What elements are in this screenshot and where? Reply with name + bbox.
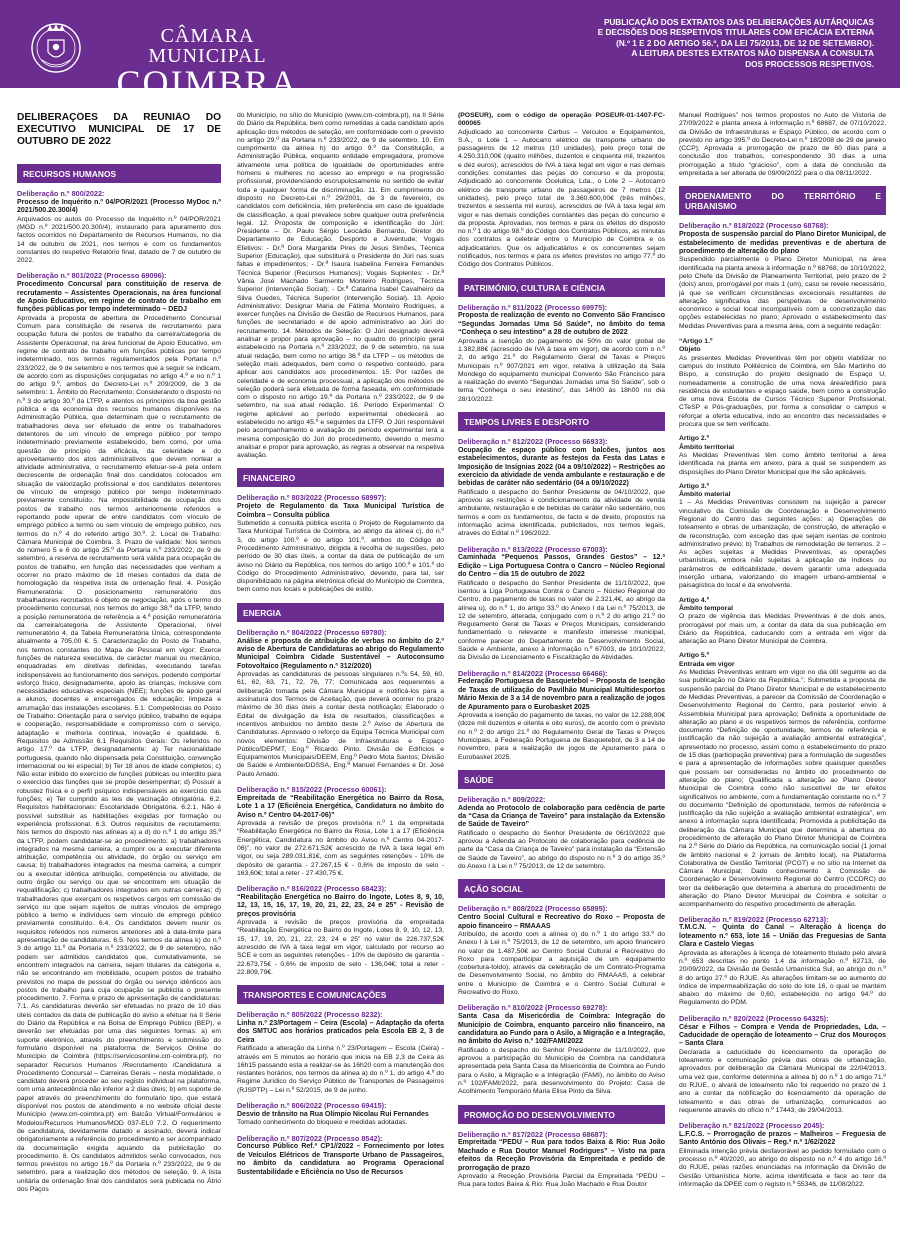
- deliberation-text: Aprovada a isenção do pagamento de taxas, no valor de 12.288,00€ (doze mil duzentos e oitenta e oito euros), de acordo com o previsto no n.º 2 do artigo 21.º do Regulamento Geral de Taxas e Preços Municipais, à Federação Portuguesa de Basquetebol, de 3 a 14 de novembro, para a realização de jogos de Apuramento para o Eurobasket 2025.: [458, 712, 665, 761]
- deliberation-entry: [237, 1011, 444, 1095]
- subheading-text: “Artigo 1.º: [679, 338, 713, 346]
- deliberation-text: Aprovada a isenção do pagamento de 50% do valor global de 1.382,88€ (acrescido de IVA à taxa em vigor), de acordo com o n.º 2, do artigo 21.º do Regulamento Geral de Taxas e Preços Municipais n.º 907/2021 em vigor, relativa à utilização da Sala Mondego do equipamento municipal Convento São Francisco para a realização do evento “Segundas Jornadas uma Só Saúde”, sob o tema “Conheça o seu intestino”, das 14h00 às 18h00 no dia 28/10/2022.: [458, 337, 665, 403]
- section-heading: PROMOÇÃO DO DESENVOLVIMENTO: [458, 1105, 665, 1124]
- paragraph-text: Manuel Rodrigues” nos termos propostos no Auto de Vistoria de 27/09/2022 e planta anexa à informação n.º 68687, de 07/10/2022, da Divisão de Infraestruturas e Espaço Público, de acordo com o previsto no artigo 395.º do Decreto-Lei n.º 18/2008 de 29 de janeiro (CCP); Aprovada a prorrogação de prazo de 60 dias para a conclusão dos trabalhos, correspondendo 30 dias a uma prorrogação a título “gracioso”, com a data de conclusão da empreitada a ser alterada de 09/09/2022 para o dia 08/11/2022.: [679, 112, 886, 178]
- deliberation-entry: [679, 222, 886, 331]
- deliberation-entry: [458, 796, 665, 872]
- text-column-2: [237, 112, 444, 1253]
- section-heading: ORDENAMENTO DO TERRITÓRIO E URBANISMO: [679, 186, 886, 215]
- deliberation-entry: [679, 1122, 886, 1189]
- deliberation-entry: [458, 1004, 665, 1096]
- deliberation-title: Ocupação de espaço público com balcões, juntos aos estabelecimentos, durante as festejos da Festa das Latas e Imposição de Insígnias 2022 (04 a 09/10/2022) – Restrições ao exercício da atividade de venda ambulante e restauração e de bebidas de caráter não sedentário (04 a 09/10/2022): [458, 446, 665, 488]
- deliberation-entry: [237, 786, 444, 878]
- section-heading: SAÚDE: [458, 770, 665, 789]
- notice-line: DOS PROCESSOS RESPETIVOS.: [745, 59, 874, 69]
- deliberation-number: Deliberação n.º 810/2022 (Processo 69278):: [458, 1003, 608, 1013]
- text-column-1: [17, 112, 221, 1253]
- deliberation-entry: [679, 916, 886, 1008]
- deliberation-number: Deliberação n.º 803/2022 (Processo 68997):: [237, 493, 387, 503]
- subheading-text: (POSEUR), com o código de operação POSEUR-01-1407-FC-000065: [458, 112, 665, 128]
- section-heading: TEMPOS LIVRES E DESPORTO: [458, 412, 665, 431]
- deliberation-title: Concurso Público Ref.ª CP1//2022 – Fornecimento por lotes de Veículos Elétricos de Transporte Urbano de Passageiros, no âmbito da candidatura ao Programa Operacional Sustentabilidade e Eficiência no Uso de Recursos: [237, 1143, 444, 1176]
- deliberation-text: Tomado conhecimento do bloqueio e medidas adotadas.: [237, 1119, 408, 1127]
- deliberation-number: Deliberação n.º 809/2022:: [458, 794, 546, 804]
- deliberation-entry: [458, 905, 665, 997]
- deliberation-entry: [237, 629, 444, 779]
- subheading-text: Artigo 4.º: [679, 596, 710, 604]
- deliberation-title: Federação Portuguesa de Basquetebol – Proposta de Isenção de Taxas de utilização do Pavilhão Municipal Multidesportos Mário Mexia de 3 a 14 de novembro para a realização de jogos de Apuramento para o Eurobasket 2025: [458, 678, 665, 711]
- deliberation-number: Deliberação n.º 820/2022 (Processo 64325):: [679, 1013, 829, 1023]
- deliberation-number: Deliberação n.º 806/2022 (Processo 69415):: [237, 1101, 387, 1111]
- section-heading: ENERGIA: [237, 603, 444, 622]
- deliberation-text: Aprovadas as candidaturas de pessoas singulares n.ºs 54, 59, 60, 61, 62, 63, 71, 72, 76, 77; Comunicada aos requerentes a deliberação tomada pela Câmara Municipal e notificá-los para a assinatura dos Termos de Aceitação, que deverá ocorrer no prazo máximo de 30 dias úteis a contar desta notificação; Elaborado o Edital de divulgação da lista de resultados, classificações e incentivos atribuídos no âmbito deste 2.º Aviso de Abertura de Candidaturas. Aprovado o reforço da Equipa Técnica Municipal com novos elementos: Divisão de Infraestruturas e Espaço Público/DEPMT, Eng.º Ricardo Pinto. Divisão de Edifícios e Equipamentos Municipais/DEEM, Eng.º Pedro Mota Santos; Divisão de Saúde e Ambiente/DDSSA, Eng.ª Manuel Fernandes e Dr. José Paulo Amado.: [237, 671, 444, 778]
- deliberation-number: Deliberação n.º 816/2022 (Processo 68423):: [237, 884, 387, 894]
- deliberation-title: Empreitada “PEDU – Rua para todos Baixa & Rio: Rua João Machado e Rua Doutor Manuel Rodrigues” – Visto na para efeitos da Receção Provisória da Empreitada e pedido de prorrogação de prazo: [458, 1139, 665, 1172]
- deliberation-title: Projeto de Regulamento da Taxa Municipal Turística de Coimbra – Consulta pública: [237, 503, 444, 519]
- publication-notice: [354, 18, 874, 70]
- deliberation-text: Aprovada a revisão de preços provisória da empreitada “Reabilitação Energética no Bairro do Ingote, Lotes 8, 9, 10, 12, 13, 15, 17, 19, 20, 21, 22, 23, 24 e 25” no valor de 226.737,52€ acrescido de IVA à taxa legal em vigor, calculado por recurso ao SCE e com as seguintes retenções - 10% de depósito de garantia - 22.673,75€ - 0,6% de imposto de selo - 136,04€; total a reter - 22.809,79€.: [237, 919, 444, 976]
- subheading-text: Artigo 5.º: [679, 652, 710, 660]
- section-heading: TRANSPORTES E COMUNICAÇÕES: [237, 985, 444, 1004]
- deliberation-number: Deliberação n.º 821/2022 (Processo 2045):: [679, 1121, 825, 1131]
- notice-line: PUBLICAÇÃO DOS EXTRATOS DAS DELIBERAÇÕES AUTÁRQUICAS: [603, 18, 874, 27]
- deliberation-number: Deliberação n.º 817/2022 (Processo 68687):: [458, 1129, 608, 1139]
- subheading-text: Âmbito temporal: [679, 604, 734, 612]
- paragraph-text: Adjudicado ao concorrente Carbus – Veículos e Equipamentos, S.A., o Lote 1 – Autocarro elétrico de transporte urbano de passageiros de 12 metros (10 unidades), pelo preço total de 4.250.310,00€ (quatro milhões, duzentos e cinquenta mil, trezentos e dez euros), acrescidos de IVA à taxa legal em vigor e nas demais condições constantes das peças do concurso e da proposta; Adjudicado ao concorrente Ocelutica, Lda., o Lote 2 – Autocarro elétrico de transporte urbano de passageiros de 7 metros (12 unidades), pelo preço total de 3.360.600,00€ (três milhões, trezentos e sessenta mil euros), acrescidos de IVA à taxa legal em vigor e nas demais condições constantes das peças do concurso e da proposta. Aprovadas, nos termos e para os efeitos do disposto no n.º 1 do artigo 98.º do Código dos Contratos Públicos, as minutas dos contratos a celebrar entre o Município de Coimbra e os adjudicatários. Que os adjudicatários e os concorrentes sejam notificados, nos termos e para os efeitos previstos no artigo 77.º do Código dos Contratos Públicos.: [458, 128, 665, 269]
- deliberation-title: Caminhada “Pequenos Passos, Grandes Gestos” – 12.ª Edição – Liga Portuguesa Contra o Cancro – Núcleo Regional do Centro – dia 15 de outubro de 2022: [458, 554, 665, 579]
- deliberation-number: Deliberação n.º 818/2022 (Processo 68768):: [679, 221, 829, 231]
- deliberation-title: Desvio de trânsito na Rua Olímpio Nicolau Rui Fernandes: [237, 1110, 429, 1118]
- subheading-text: Artigo 2.º: [679, 435, 710, 443]
- deliberation-number: Deliberação n.º 808/2022 (Processo 65895):: [458, 904, 608, 914]
- deliberation-number: Deliberação n.º 813/2022 (Processo 67003):: [458, 544, 608, 554]
- notice-line: (N.º 1 E 2 DO ARTIGO 56.º, DA LEI 75/2013, DE 12 DE SETEMBRO).: [616, 38, 874, 48]
- deliberation-entry: [458, 1131, 665, 1190]
- deliberation-text: Ratificado o despacho do Senhor Presidente de 11/10/2022, que aprovou a participação do Município de Coimbra na candidatura apresentada pela Santa Casa da Misericórdia de Coimbra ao Fundo para o Asilo, a Migração e a Integração (FAMI), no âmbito do Aviso n.º 102/FAMI/2022, para desenvolvimento do Projeto: Casa de Acolhimento Temporário Maria Elisa Pinto da Silva.: [458, 1046, 665, 1096]
- deliberation-title: Análise e proposta de atribuição de verbas no âmbito do 2.º aviso de Abertura de Candidaturas ao abrigo do Regulamento Municipal Coimbra Cidade Sustentável – Autoconsumo Fotovoltaico (Regulamento n.º 312/2020): [237, 637, 444, 670]
- section-heading: AÇÃO SOCIAL: [458, 879, 665, 898]
- deliberation-text: Atribuído, de acordo com a alínea o) do n.º 1 do artigo 33.º do Anexo I à Lei n.º 75/2013, de 12 de setembro, um apoio financeiro no valor de 1.487,50€ ao Centro Social Cultural e Recreativo do Roxo para comparticipar a aquisição de um equipamento (cobertura-toldo), através da celebração de um Contrato-Programa de Desenvolvimento Social, no âmbito do RMAAAS, a celebrar entre o Município de Coimbra e o Centro Social Cultural e Recreativo do Roxo.: [458, 930, 665, 997]
- subheading-text: Artigo 3.º: [679, 482, 710, 490]
- deliberation-entry: [458, 546, 665, 663]
- paragraph-text: As Medidas Preventivas entram em vigor no dia útil seguinte ao da sua publicação no Diário da República.”; Submetida a proposta de suspensão parcial do Plano Diretor Municipal e de estabelecimento de Medidas Preventivas, a parecer da Comissão de Coordenação e Desenvolvimento Regional do Centro, para posterior envio à Assembleia Municipal para aprovação; Definida a oportunidade de alteração ao plano e os respetivos termos de referência, conforme documento “Definição de oportunidade, termos de referência e justificação da não sujeição a avaliação ambiental estratégica”, apresentado no processo, assim como o estabelecimento do prazo de 15 dias (participação preventiva) para a formulação de sugestões e para a apresentação de informações sobre quaisquer questões que possam ser consideradas no âmbito do procedimento de alteração do plano; Qualificada a alteração ao Plano Diretor Municipal de Coimbra como não suscetível de ter efeitos significativos no ambiente, com a fundamentação constante no n.º 7 do documento “Definição de oportunidade, termos de referência e justificação da não sujeição a avaliação ambiental estratégica”, em anexo à informação supra identificada; Promovida a publicitação da deliberação da Câmara Municipal que determina a abertura do procedimento de alteração do Plano Diretor Municipal de Coimbra na 2.ª Série do Diário da República, na comunicação social (1 jornal de âmbito nacional e 2 jornais de âmbito local), na Plataforma Colaborativa de Gestão Territorial (PCGT) e no sítio na Internet da Câmara Municipal; Dado conhecimento à Comissão de Coordenação e Desenvolvimento Regional do Centro (CCDRC) do teor da deliberação que determina a abertura do procedimento de alteração do Plano Diretor Municipal de Coimbra e solicitar o acompanhamento do respetivo procedimento de alteração.: [679, 669, 886, 909]
- subheading-text: Objeto: [679, 346, 701, 354]
- deliberation-title: Empreitada de “Reabilitação Energética no Bairro da Rosa, Lote 1 a 17 (Eficiência Energética, Candidatura no âmbito do Aviso n.º Centro 04-2017-06)”: [237, 794, 444, 819]
- logo-line-1: CÂMARA MUNICIPAL: [148, 25, 267, 67]
- logo-line-2: COIMBRA: [116, 63, 299, 103]
- deliberation-entry: [237, 494, 444, 594]
- deliberation-title: Procedimento Concursal para constituição de reserva de recrutamento – Assistentes Operacionais, na área funcional de Apoio Educativo, em regime de contrato de trabalho em funções públicas por tempo indeterminado – DEDJ: [17, 281, 221, 314]
- deliberation-number: Deliberação n.º 815/2022 (Processo 60061):: [237, 785, 387, 795]
- deliberation-text: Ratificado o despacho do Senhor Presidente de 04/10/2022, que aprovou as restrições e condicionamento da atividade de venda ambulante, restauração e de bebidas de caráter não sedentário, nos termos e com os fundamentos, de facto e de direito, propostos na informação acima identificada, publicitados, nos termos legais, através do Edital n.º 196/2022.: [458, 488, 665, 538]
- deliberation-text: Ratificado o despacho do Senhor Presidente de 11/10/2022, que isentou a Liga Portuguesa Contra o Cancro – Núcleo Regional do Centro, do pagamento de taxas no valor de 2.321,4€, ao abrigo da alínea u), do n.º 1, do artigo 33.º do Anexo I da Lei n.º 75/2013, de 12 de setembro, alterada, conjugado com o n.º 2 do artigo 21.º do Regulamento Geral de Taxas e Preços Municipais, considerando fundamentado o relevante e manifesto interesse municipal, conforme parecer do Departamento de Desenvolvimento Social, Saúde e Ambiente, anexo à informação n.º 67003, de 10/10/2022, da Divisão de Licenciamento e Fiscalização de Atividades.: [458, 579, 665, 662]
- section-heading: FINANCEIRO: [237, 468, 444, 487]
- deliberation-title: Adenda ao Protocolo de colaboração para cedência de parte da “Casa da Criança de Taveiro” para instalação da Extensão de Saúde de Taveiro”: [458, 804, 665, 829]
- deliberation-entry: [237, 885, 444, 977]
- deliberation-title: Proposta de realização de evento no Convento São Francisco “Segundas Jornadas Uma Só Saúde”, no âmbito do tema “Conheça o seu intestino” a 28 de outubro de 2022: [458, 312, 665, 337]
- deliberation-number: Deliberação n.º 819/2022 (Processo 62713):: [679, 914, 829, 924]
- deliberation-number: Deliberação n.º 805/2022 (Processo 8232):: [237, 1010, 383, 1020]
- deliberation-text: Ratificado a alteração da Linha n.º 23/Portagem – Escola (Ceira) - através em 5 minutos ao horário que inicia na EB 2,3 de Ceira às 16h15 passando esta a realizar-se às 16h20 com a manutenção dos restantes horários, nos termos da alínea a) do n.º 1, do artigo 4.º do Regime Jurídico do Serviço Público de Transportes de Passageiros (RJSPTP) – Lei n.º 52/2015, de 9 de junho.: [237, 1045, 444, 1094]
- paragraph-text: As presentes Medidas Preventivas têm por objeto viabilizar no campus do Instituto Politécnico de Coimbra, em São Martinho do Bispo, a construção do projeto designado de Espaço U, nomeadamente a construção de uma nova área/edifício para residência de estudantes e espaço saúde, bem como a construção de uma nova Escola de Cursos Técnico Superior Profissional, CTeSP e Pós-graduações, por forma a consolidar o campus e reforçar a oferta educativa, indo ao encontro das necessidades e procura que se tem verificado.: [679, 354, 886, 429]
- page-title: DELIBERAÇÕES DA REUNIÃO DO EXECUTIVO MUNICIPAL DE 17 DE OUTUBRO DE 2022: [17, 112, 221, 147]
- deliberation-text: Declarada a caducidade do licenciamento da operação de loteamento e comunicação prévia das obras de urbanização, aprovados por deliberação da Câmara Municipal de 22/04/2013, uma vez que, conforme determina a alínea b) do n.º 1 do artigo 71.º do RJUE, o alvará de loteamento não foi requerido no prazo de 1 ano a contar da notificação do licenciamento da operação de loteamento e das obras de urbanização, comunicados ao requerente através do ofício n.º 17443, de 29/04/2013.: [679, 1048, 886, 1114]
- deliberation-text: Aprovada as alterações à licença de loteamento titulado pelo alvará n.º 653 descritas no ponto 1.4 da informação n.º 62713, de 20/09/2022, da Divisão de Gestão Urbanística Sul, ao abrigo do n.º 8 do artigo 27.º do RJUE. As alterações limitam-se ao aumento do índice de impermeabilização do solo do lote 16, o qual se mantém abaixo do máximo de 0,60, estabelecido no artigo 94.º do Regulamento do PDM.: [679, 949, 886, 1007]
- paragraph-text: 1 – As Medidas Preventivas consistem na sujeição a parecer vinculativo da Comissão de Coordenação e Desenvolvimento Regional do Centro das seguintes ações: a) Operações de loteamento e obras de urbanização, de construção, de alteração e de reconstrução, com exceção das que sejam isentas de controlo administrativo prévio; b) Trabalhos de remodelação de terrenos. 2 – As ações sujeitas a Medidas Preventivas, as operações urbanísticas, embora não sujeitas à aplicação de índices ou parâmetros de edificabilidade, devem garantir uma adequada inserção urbana, valorizando do imagem urbano-ambiental e paisagística do local e da envolvente.: [679, 499, 886, 590]
- deliberation-text: Aprovada a proposta de abertura de Procedimento Concursal Comum para constituição de reserva de recrutamento para ocupação futura de postos de trabalho da carreira/categoria de Assistente Operacional, na área funcional de Apoio Educativo, em regime de contrato de trabalho em funções públicas por tempo indeterminado, nos termos regulamentados pela Portaria n.º 233/2022, de 9 de setembro e nos termos que a seguir se indicam, de acordo com as disposições conjugadas no artigo 4.º e no n.º 1 do artigo 9.º, ambos do Decreto-Lei n.º 209/2009, de 3 de setembro: 1. Âmbito do Recrutamento: Considerando o disposto no n.º 3 do artigo 30.º da LTFP, e atentos os princípios da boa gestão pública e da economia dos recursos humanos disponíveis na Administração Pública, que determinam que o recrutamento de trabalhadores deva ser efetuado de entre os trabalhadores detentores de um vínculo de emprego público por tempo indeterminado previamente estabelecido, bem como, por uma questão de princípio da eficácia, da celeridade e do aproveitamento dos atos administrativos que devem nortear a atividade administrativa, o recrutamento efetuar-se-á pela ordem decrescente de ordenação final dos candidatos colocados em situação de valorização profissional e dos candidatos detentores de vínculo de emprego público por tempo indeterminado previamente constituído. Na impossibilidade de ocupação dos postos de trabalho nos termos anteriormente referidos e reportando pode operar de entre candidatos com vínculo de emprego público a termo ou sem vínculo de emprego público, nos termos do n.º 4 do referido artigo 30.º. 2. Local de Trabalho: Câmara Municipal de Coimbra. 3. Prazo de validade: Nos termos do número 5 e 6 do artigo 25.º da Portaria n.º 233/2022, de 9 de setembro, a reserva de recrutamento será válida para ocupação de postos de trabalho, em função das necessidades que venham a ocorrer no prazo máximo de 18 meses contados da data de homologação da respetiva lista de ordenação final. 4. Posição Remuneratória: O posicionamento remuneratório dos trabalhadores recrutados é objeto de negociação, após o termo do procedimento concursal, nos termos do artigo 38.º da LTFP, tendo a posição remuneratória de referência a 4.ª posição remuneratória da carreira/categoria de Assistente Operacional, nível remuneratório 4, da Tabela Remuneratória Única, correspondente atualmente a 705,00 €. 5. Caracterização do Posto de Trabalho, nos termos constantes do Mapa de Pessoal em vigor: Exerce funções de natureza executiva, de carácter manual ou mecânico, enquadradas em diretivas definidas, executando tarefas indispensáveis ao funcionamento dos serviços, podendo comportar esforço físico, designadamente, apoio às crianças, inclusive com necessidades educativas especiais (NEE); funções de apoio geral a alunos, docentes e encarregados de educação; limpeza e arrumação das instalações escolares. 5.1. Competências do Posto de Trabalho: Orientação para o serviço público, trabalho de equipa e cooperação, responsabilidade e compromisso com o serviço, adaptação e melhoria contínua, inovação e qualidade. 6. Requisitos de Admissão 6.1 Requisitos Gerais: Os referidos no artigo 17.º da LTFP, designadamente: a) Ter nacionalidade portuguesa, quando não dispensada pela Constituição, convenção internacional ou lei especial; b) Ter 18 anos de idade completos; c) Não estar inibido do exercício de funções públicas ou interdito para o exercício das funções que se propõe desempenhar; d) Possuir a robustez física e o perfil psíquico indispensáveis ao exercício das funções; e) Ter cumprido as leis de vacinação obrigatória. 6.2. Requisitos habilitacionais: Escolaridade Obrigatória. 6.2.1. Não é possível substituir as habilitações exigidas por formação ou experiência profissional. 6.3. Outros requisitos de recrutamento: Nos termos do disposto nas alíneas a) a d) do n.º 1 do artigo 35.º da LTFP, podem candidatar-se ao procedimento: a) trabalhadores integrados na mesma carreira, a cumprir ou a executar diferente atribuição, competência ou atividade, do órgão ou serviço em causa; b) trabalhadores integrados na mesma carreira, a cumprir ou a executar idêntica atribuição, competência ou atividade, de outro órgão ou serviço ou que se encontrem em situação de requalificação; c) trabalhadores integrados em outras carreiras; d) trabalhadores que exerçam os respetivos cargos em comissão de serviço ou que sejam sujeitos de outras vínculos de emprego público a termo e indivíduos sem vínculo de emprego público previamente constituído. 6.4. Os candidatos devem reunir os requisitos referidos nos números anteriores até à data-limite para apresentação de candidaturas. 6.5. Nos termos da alínea k) do n.º 3 do artigo 11.º da Portaria n.º 233/2022, de 9 de setembro, não podem ser admitidos candidatos que, cumulativamente, se encontrem integrados na carreira, sejam titulares da categoria e, não se encontrando em mobilidade, ocupem postos de trabalho previstos no mapa de pessoal do órgão ou serviço idênticos aos postos de trabalho para cuja ocupação se publicita o presente procedimento. 7. Forma e prazo de apresentação de candidaturas: 7.1. As candidaturas deverão ser efetuadas no prazo de 10 dias úteis contados da data de publicação do aviso a efetuar na II Série do Diário da República e na Bolsa de Emprego Público (BEP), e deverão ser efetuadas por uma das seguintes formas: a) em suporte eletrónico, através do preenchimento e submissão do formulário disponível na plataforma de Serviços Online do Município de Coimbra (https://servicosonline.cm-coimbra.pt), no separador Recursos Humanos /Recrutamento /Candidatura a Procedimento Concursal – Carreiras Gerais – nesta modalidade, o candidato deverá proceder ao seu registo individual na plataforma, com uma antecedência não inferior a 2 dias úteis; b) em suporte de papel através do preenchimento do formulário tipo, que estará disponível nos postos de atendimento e no website oficial deste Município (www.cm-coimbra.pt) em Balcão Virtual/Formulários e Modelos/Recursos Humanos/MOD 037-EL0 7.2. O requerimento de candidatura, devidamente datado e assinado, deverá indicar obrigatoriamente a referência do procedimento e ser acompanhado da documentação exigida aquando da publicitação do procedimento. 8. Os candidatos admitidos serão convocados, nos termos previstos no artigo 16.º da Portaria n.º 233/2022, de 9 de setembro, para a realização dos métodos de seleção. 9. A lista unitária de ordenação final dos candidatos será publicada no Átrio dos Paços: [17, 314, 221, 1193]
- subheading-text: Âmbito territorial: [679, 443, 735, 451]
- deliberation-entry: [458, 304, 665, 404]
- notice-line: A LEITURA DESTES EXTRATOS NÃO DISPENSA A CONSULTA: [631, 49, 874, 59]
- deliberation-number: Deliberação n.º 800/2022:: [17, 189, 105, 198]
- deliberation-title: César e Filhos – Compra e Venda de Propriedades, Lda. – Caducidade de operação de loteamento – Cruz dos Mouroços – Santa Clara: [679, 1023, 886, 1048]
- deliberation-number: Deliberação n.º 811/2022 (Processo 69975):: [458, 302, 608, 312]
- deliberation-entry: [679, 1015, 886, 1115]
- deliberation-title: Processo de Inquérito n.º 04/POR/2021 (Processo MyDoc n.º 2021/500.20.300/4): [17, 198, 221, 215]
- deliberation-text: Arquivados os autos do Processo de Inquérito n.º 04/POR/2021 (MGD n.º 2021/500.20.300/4), instaurado para apuramento dos factos ocorridos no Departamento de Recursos Humanos, no dia 14 de outubro de 2021, nos termos e com os fundamentos constantes do respetivo Relatório final, datado de 7 de outubro de 2022.: [17, 215, 221, 265]
- deliberation-entry: [17, 190, 221, 265]
- deliberation-entry: [237, 1135, 444, 1177]
- section-heading: PATRIMÓNIO, CULTURA E CIÊNCIA: [458, 278, 665, 297]
- deliberation-number: Deliberação n.º 801/2022 (Processo 69096):: [17, 271, 167, 281]
- deliberation-entry: [237, 1102, 444, 1128]
- deliberation-number: Deliberação n.º 814/2022 (Processo 66466):: [458, 668, 608, 678]
- deliberation-title: Centro Social Cultural e Recreativo do Roxo – Proposta de apoio financeiro – RMAAAS: [458, 914, 665, 930]
- deliberation-title: Proposta de suspensão parcial do Plano Diretor Municipal, de estabelecimento de medidas preventivas e de abertura de procedimento de alteração do plano: [679, 231, 886, 255]
- paragraph-text: As Medidas Preventivas têm como âmbito territorial a área identificada na planta em anexo, para a qual se suspendem as disposições do Plano Diretor Municipal que lhe são aplicáveis.: [679, 451, 886, 476]
- header-banner: [0, 0, 900, 103]
- deliberation-text: Eliminada intenção prévia desfavorável ao pedido formulado com o processo n.º 40/2020, ao abrigo do disposto no n.º 4 do artigo 16.º do RJUE, pelas razões enunciadas na informação da Divisão de Gestão Urbanística Norte, acima identificada e face ao teor da informação da DPEE com o registo n.º 55346, de 11/08/2022.: [679, 1147, 886, 1188]
- deliberation-title: T.M.C.N. – Quinta do Canal – Alteração à licença do loteamento n.º 653, lote 16 – União das Freguesias de Santa Clara e Castelo Viegas: [679, 924, 886, 949]
- paragraph-text: O prazo de vigência das Medidas Preventivas é de dois anos, prorrogável por mais um, a contar da data da sua publicação em Diário da República, caducando com a entrada em vigor da alteração ao Plano Diretor Municipal de Coimbra.: [679, 613, 886, 646]
- municipality-logo: [100, 25, 315, 103]
- deliberation-entry: [458, 670, 665, 762]
- paragraph-text: do Município, no sítio do Município (www.cm-coimbra.pt), na II Série do Diário da República, bem como remetidas a cada candidato após aplicação dos métodos de seleção, em conformidade com o previsto no artigo 29.º da Portaria n.º 233/2022, de 9 de setembro. 10. Em cumprimento da alínea h) do artigo 9.º da Constituição, a Administração Pública, enquanto entidade empregadora, promove ativamente uma política de igualdade de oportunidades entre homens e mulheres no acesso ao emprego e na progressão profissional, providenciando escrupulosamente no sentido de evitar toda e qualquer forma de discriminação. 11. Em cumprimento do disposto no Decreto-Lei n.º 29/2001, de 3 de fevereiro, os candidatos com deficiência, têm preferência em caso de igualdade de classificação, a qual prevalece sobre qualquer outra preferência legal. 12. Proposta de composição e identificação do Júri: Presidente – Dr. Paulo Sérgio Leocádio Bernardo, Diretor do Departamento de Educação, Desporto e Juventude; Vogais Efetivos: - Dr.ª Dora Margarida Pires de Jesus Simões, Técnica Superior (Educação), que substituirá o Presidente do Júri nas suas faltas e impedimentos; - Dr.ª Isaura Isabelina Ferreira Fernandes Técnica Superior (Recursos Humanos); Vogais Suplentes: - Dr.ª Vânia José Machado Sarmento Monteiro Rodrigues, Técnica Superior (Intervenção Social); - Dr.ª Catarina Isabel Cavalheiro da Silva Guedes, Técnica Superior (Intervenção Social). 13. Apoio Administrativo: Designar Maria de Fátima Monteiro Rodrigues, a exercer funções na Divisão de Gestão de Recursos Humanos, para funções de secretariado e de apoio administrativo ao Júri do recrutamento. 14. Métodos de Seleção: O Júri designado deverá analisar e propor para aprovação – no quadro do princípio geral estabelecido na Portaria n.º 233/2022, de 9 de setembro, na sua atual redação, bem como no artigo 36.º da LTFP – os métodos de seleção mais adequados, bem como o respetivo conteúdo, para aplicar aos candidatos aos procedimentos. 15. Por razões de celeridade e de economia processual, a aplicação dos métodos de seleção poderá será efetuada de forma faseada, em conformidade com o disposto no artigo 19.º da Portaria n.º 233/2022, de 9 de setembro, na sua atual redação. 16. Período Experimental: O regime aplicável ao período experimental obedecerá ao estabelecido no artigo 45.º e seguintes da LTFP. O Júri responsável pelo acompanhamento e avaliação do período experimental terá a mesma composição do Júri do procedimento, devendo o mesmo analisar e propor para aprovação, as regras a observar na respetiva avaliação.: [237, 112, 444, 460]
- text-column-4: [679, 112, 886, 1253]
- deliberation-text: Aprovado a Receção Provisória Parcial da Empreitada “PEDU – Rua para todos Baixa & Rio: Rua João Machado e Rua Doutor: [458, 1172, 665, 1189]
- text-column-3: [458, 112, 665, 1253]
- deliberation-text: Ratificado o despacho do Senhor Presidente de 06/10/2022 que aprovou a Adenda ao Protocolo de colaboração para cedência de parte da “Casa da Criança de Taveiro” para instalação da “Extensão de Saúde de Taveiro”, ao abrigo do disposto no n.º 3 do artigo 35.º do Anexo I à Lei n.º 75/2013, de 12 de setembro.: [458, 829, 665, 871]
- deliberation-number: Deliberação n.º 812/2022 (Processo 66933):: [458, 437, 608, 447]
- deliberation-title: Linha n.º 23/Portagem – Ceira (Escola) – Adaptação da oferta dos SMTUC aos horários praticados pela Escola EB 2, 3 de Ceira: [237, 1020, 444, 1044]
- deliberation-text: Suspendido parcialmente o Plano Diretor Municipal, na área identificada na planta anexa à informação n.º 68768, de 10/10/2022, pelo Chefe da Divisão de Planeamento Territorial, pelo prazo de 2 (dois) anos, prorrogável por mais 1 (um), caso se revele necessário, já que se verificam circunstâncias excecionais resultantes de alteração significativa das perspetivas de desenvolvimento económico e social local incompatíveis com a concretização das opções estabelecidas no plano; Aprovado o estabelecimento das Medidas Preventivas para a mesma área, com a seguinte redação:: [679, 256, 886, 330]
- deliberation-entry: [17, 272, 221, 1194]
- notice-line: E DECISÕES DOS RESPETIVOS TITULARES COM EFICÁCIA EXTERNA: [597, 28, 874, 38]
- deliberation-number: Deliberação n.º 804/2022 (Processo 69780):: [237, 627, 387, 637]
- deliberation-title: “Reabilitação Energética no Bairro do Ingote, Lotes 8, 9, 10, 12, 13, 15, 16, 17, 19, 20, 21, 22, 23, 24 e 25” - Revisão de preços provisória: [237, 893, 444, 918]
- subheading-text: Âmbito material: [679, 491, 731, 499]
- deliberation-title: L.F.C.S. – Prorrogação de prazos – Malheiros – Freguesia de Santo António dos Olivais – Reg.ª n.º 1/62/2022: [679, 1130, 886, 1147]
- section-heading: RECURSOS HUMANOS: [17, 164, 221, 183]
- deliberation-entry: [458, 438, 665, 539]
- deliberation-text: Aprovada a revisão de preços provisória n.º 1 da empreitada “Reabilitação Energética no Bairro da Rosa, Lote 1 a 17 (Eficiência Energética, Candidatura no âmbito do Aviso n.º Centro 04-2017-06)”, no valor de 272.671,52€ acrescido de IVA à taxa legal em vigor, ou seja 289.031,81€, com as seguintes retenções - 10% de depósito de garantia - 27.267,15 € - 0,6% de imposto de selo - 163,60€; total a reter - 27.430,75 €.: [237, 820, 444, 877]
- deliberation-title: Santa Casa da Misericórdia de Coimbra: Integração do Município de Coimbra, enquanto parceiro não financeiro, na candidatura ao Fundo para o Asilo, a Migração e a Integração, no âmbito do Aviso n.º 102/FAMI/2022: [458, 1013, 665, 1046]
- deliberation-number: Deliberação n.º 807/2022 (Processo 8542):: [237, 1133, 383, 1143]
- coat-of-arms-icon: [30, 20, 82, 74]
- deliberation-text: Submetido a consulta pública escrita o Projeto de Regulamento da Taxa Municipal Turística de Coimbra, ao abrigo da alínea c), do n.º 3, do artigo 100.º e do artigo 101.º, ambos do Código do Procedimento Administrativo, dirigida à recolha de sugestões, pelo período de 30 dias úteis, a contar da data de publicação de um aviso no Diário da República, nos termos do artigo 100.º e 101.º do Código do Procedimento Administrativo, devendo, para tal, ser disponibilizado na página eletrónica oficial do Município de Coimbra, bem como nos locais e publicações de estilo.: [237, 520, 444, 594]
- subheading-text: Entrada em vigor: [679, 660, 735, 668]
